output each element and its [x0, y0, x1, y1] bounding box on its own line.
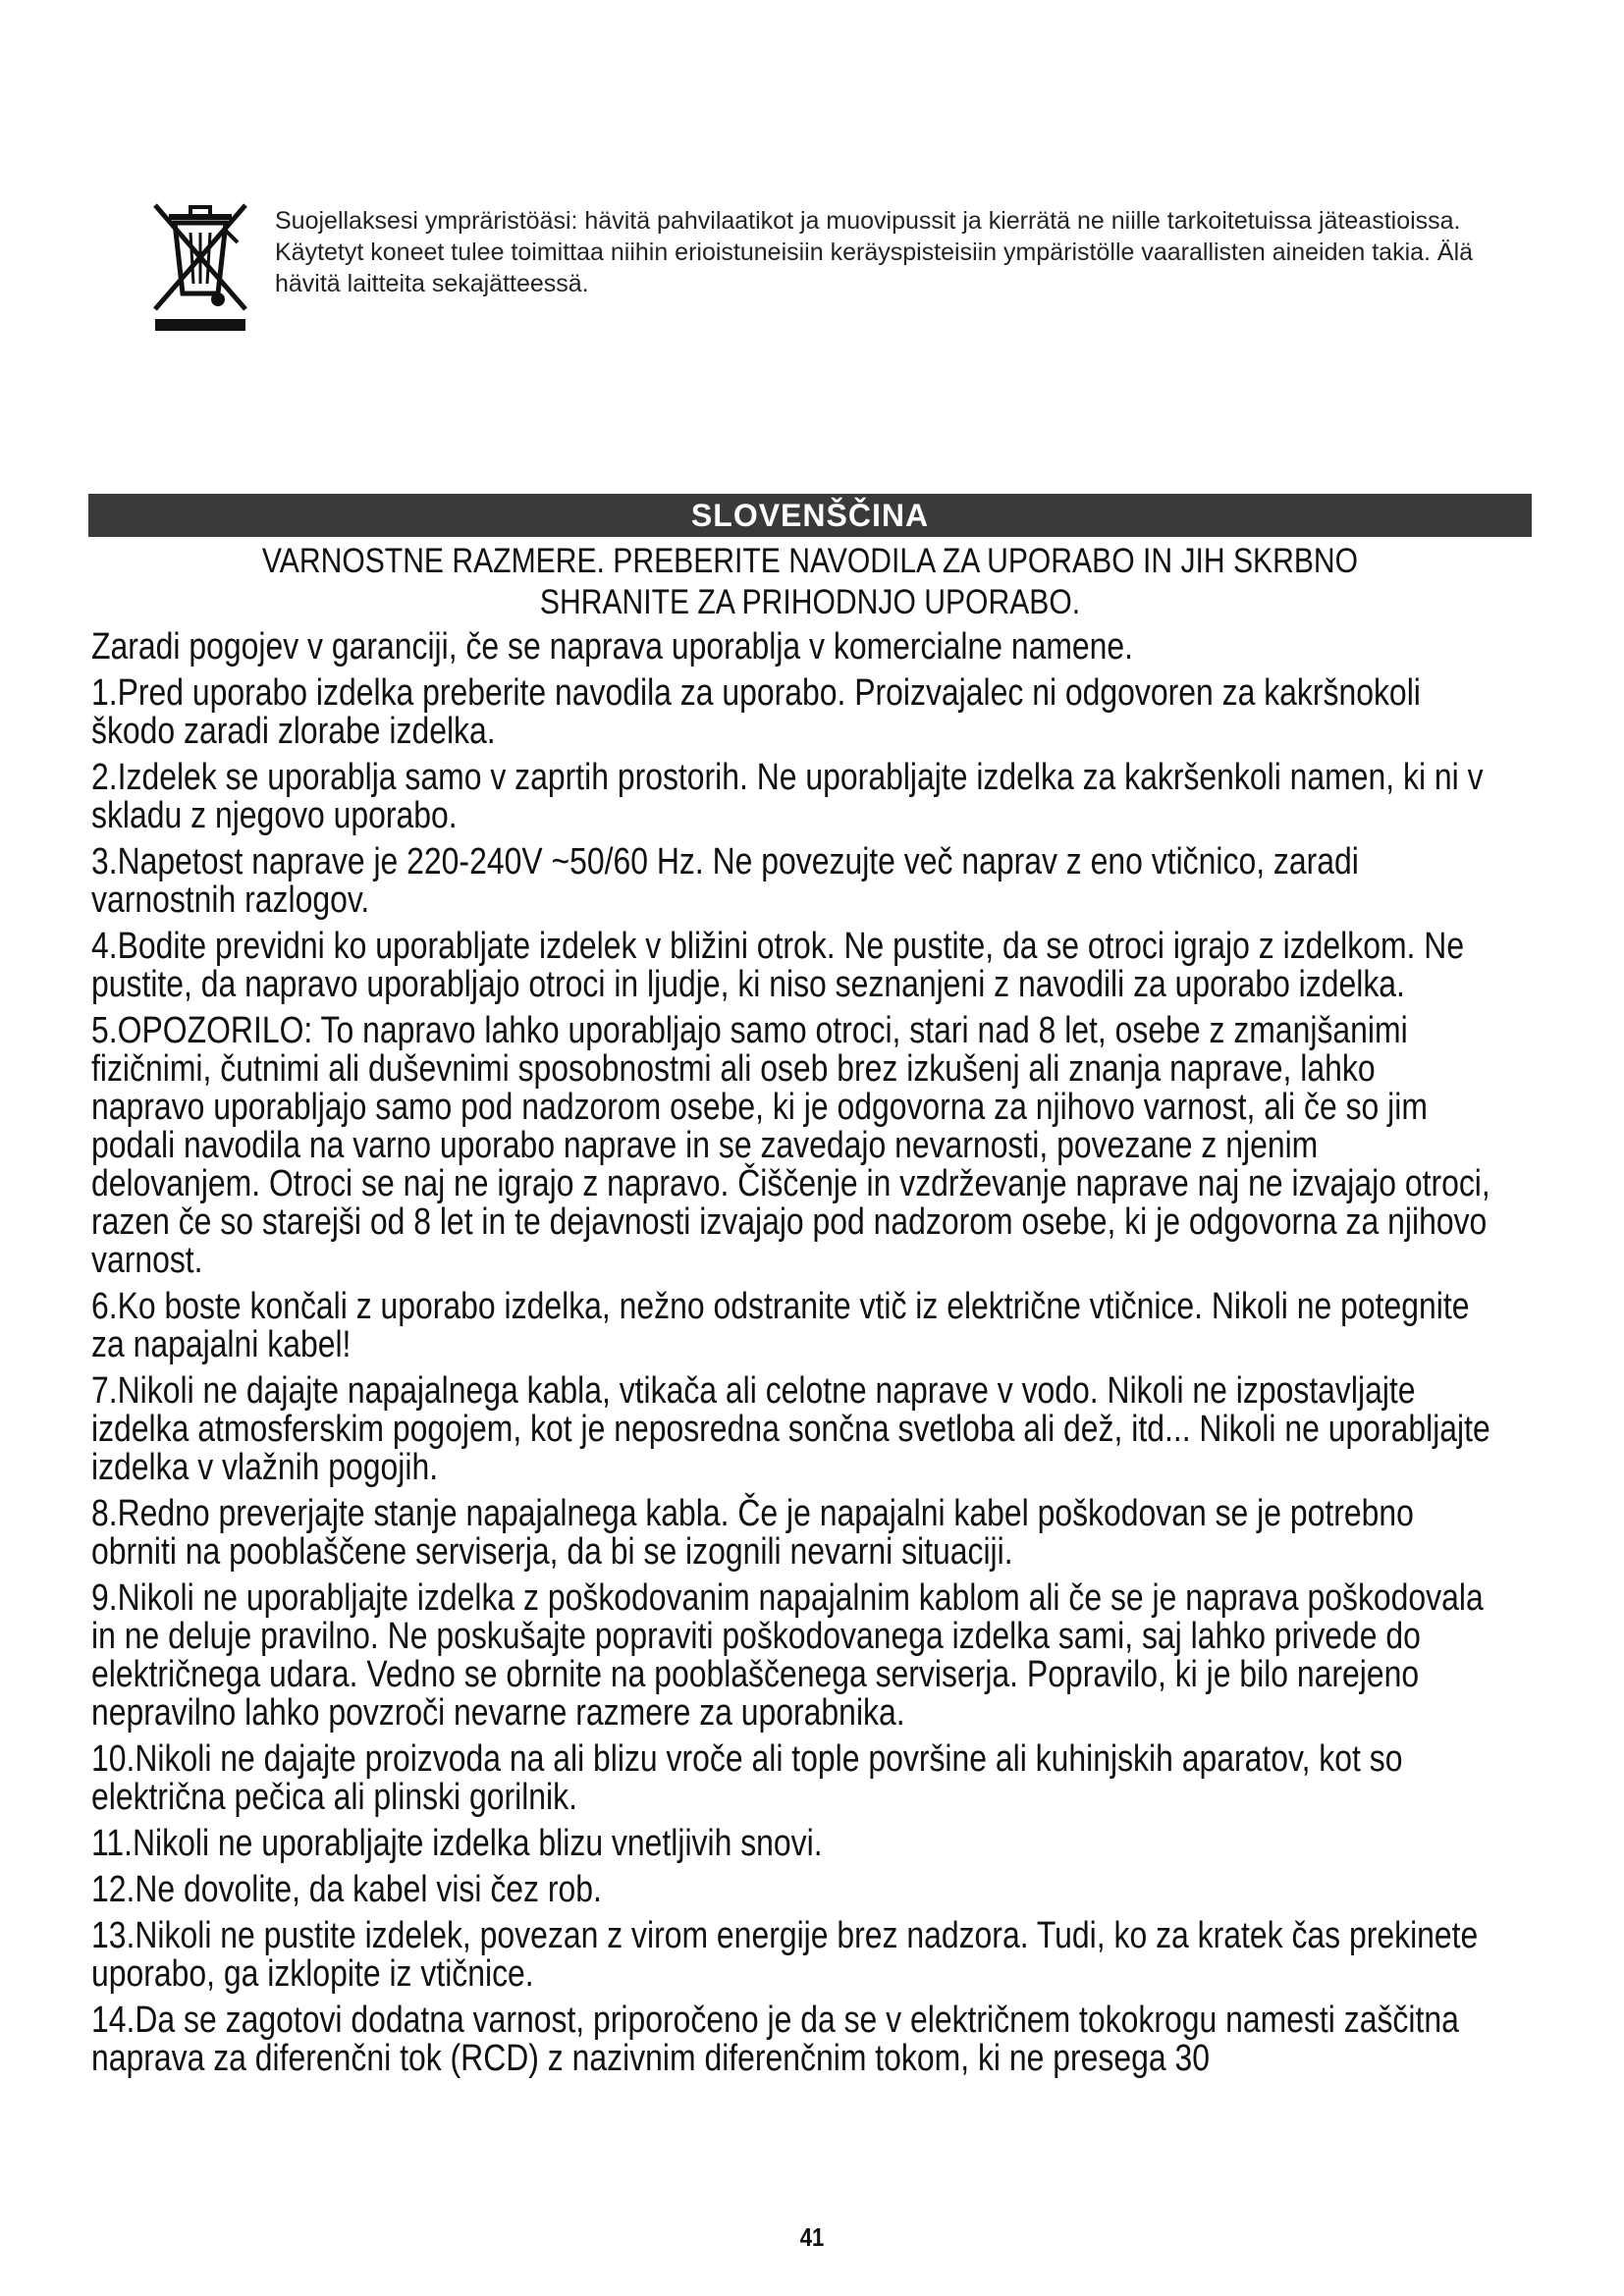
paragraph-2: 2.Izdelek se uporablja samo v zaprtih prostorih. Ne uporabljajte izdelka za kakršenkoli namen, ki ni v skladu z njegovo uporabo.	[91, 757, 1484, 836]
paragraph-4: 4.Bodite previdni ko uporabljate izdelek v bližini otrok. Ne pustite, da se otroci igrajo z izdelkom. Ne pustite, da napravo uporabljajo otroci in ljudje, ki niso seznanjeni z navodili za uporabo izdelka.	[91, 926, 1465, 1005]
paragraph-10: 10.Nikoli ne dajajte proizvoda na ali blizu vroče ali tople površine ali kuhinjskih aparatov, kot so električna pečica ali plinski gorilnik.	[91, 1738, 1403, 1818]
paragraph-intro: Zaradi pogojev v garanciji, če se naprava uporablja v komercialne namene.	[91, 626, 1134, 667]
paragraph-7: 7.Nikoli ne dajajte napajalnega kabla, vtikača ali celotne naprave v vodo. Nikoli ne izpostavljajte izdelka atmosferskim pogojem, kot je neposredna sončna svetloba ali dež, itd... Nikoli ne uporabljajte izdelka v vlažnih pogojih.	[91, 1370, 1490, 1488]
paragraph-13: 13.Nikoli ne pustite izdelek, povezan z virom energije brez nadzora. Tudi, ko za kratek čas prekinete uporabo, ga izklopite iz vtičnice.	[91, 1915, 1479, 1995]
recycling-notice	[137, 191, 1532, 339]
paragraph-6: 6.Ko boste končali z uporabo izdelka, nežno odstranite vtič iz električne vtičnice. Nikoli ne potegnite za napajalni kabel!	[91, 1286, 1470, 1365]
paragraph-5: 5.OPOZORILO: To napravo lahko uporabljajo samo otroci, stari nad 8 let, osebe z zmanjšanimi fizičnimi, čutnimi ali duševnimi sposobnostmi ali oseb brez izkušenj ali znanja naprave, lahko napravo uporabljajo samo pod nadzorom osebe, ki je odgovorna za njihovo varnost, ali če so jim podali navodila na varno uporabo naprave in se zavedajo nevarnosti, povezane z njenim delovanjem. Otroci se naj ne igrajo z napravo. Čiščenje in vzdrževanje naprave naj ne izvajajo otroci, razen če so starejši od 8 let in te dejavnosti izvajajo pod nadzorom osebe, ki je odgovorna za njihovo varnost.	[91, 1010, 1490, 1281]
paragraph-3: 3.Napetost naprave je 220-240V ~50/60 Hz. Ne povezujte več naprav z eno vtičnico, zaradi varnostnih razlogov.	[91, 841, 1359, 921]
recycling-notice-text: Suojellaksesi ympräristöäsi: hävitä pahvilaatikot ja muovipussit ja kierrätä ne niille tarkoitetuissa jäteastioissa. Käytetyt koneet tulee toimittaa niihin erioistuneisiin keräyspisteisiin ympäristölle vaarallisten aineiden takia. Älä hävitä laitteita sekajätteessä.	[275, 207, 1474, 297]
page-number: 41	[799, 2222, 825, 2252]
safety-instructions	[91, 628, 1493, 2086]
paragraph-11: 11.Nikoli ne uporabljajte izdelka blizu vnetljivih snovi.	[91, 1823, 823, 1864]
paragraph-12: 12.Ne dovolite, da kabel visi čez rob.	[91, 1869, 602, 1910]
language-header: SLOVENŠČINA	[88, 494, 1532, 537]
paragraph-8: 8.Redno preverjajte stanje napajalnega kabla. Če je napajalni kabel poškodovan se je potrebno obrniti na pooblaščene serviserja, da bi se izognili nevarni situaciji.	[91, 1493, 1414, 1573]
paragraph-1: 1.Pred uporabo izdelka preberite navodila za uporabo. Proizvajalec ni odgovoren za kakršnokoli škodo zaradi zlorabe izdelka.	[91, 672, 1421, 752]
paragraph-9: 9.Nikoli ne uporabljajte izdelka z poškodovanim napajalnim kablom ali če se je naprava poškodovala in ne deluje pravilno. Ne poskušajte popraviti poškodovanega izdelka sami, saj lahko privede do električnega udara. Vedno se obrnite na pooblaščenega serviserja. Popravilo, ki je bilo narejeno nepravilno lahko povzroči nevarne razmere za uporabnika.	[91, 1577, 1484, 1734]
paragraph-14: 14.Da se zagotovi dodatna varnost, priporočeno je da se v električnem tokokrogu namesti zaščitna naprava za diferenčni tok (RCD) z nazivnim diferenčnim tokom, ki ne presega 30	[91, 2000, 1459, 2079]
crossed-out-wheelie-bin-icon	[137, 191, 260, 334]
safety-title: VARNOSTNE RAZMERE. PREBERITE NAVODILA ZA UPORABO IN JIH SKRBNO SHRANITE ZA PRIHODNJO UPORABO.	[261, 542, 1359, 621]
